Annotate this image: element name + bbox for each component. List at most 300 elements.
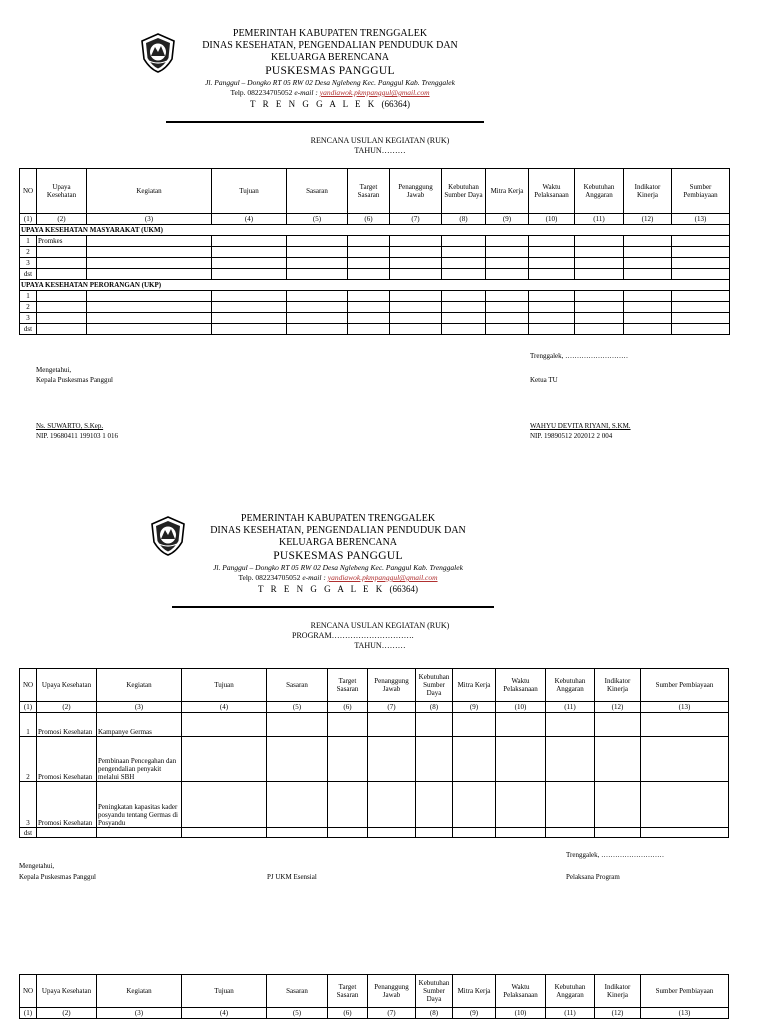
table-cell (496, 713, 546, 737)
form1-header-row (20, 169, 730, 214)
table-row (20, 828, 729, 838)
table-cell (641, 828, 729, 838)
form2-rows (20, 713, 729, 838)
colnum: (8) (416, 702, 453, 713)
table-cell (641, 782, 729, 828)
ukm-section-label: UPAYA KESEHATAN MASYARAKAT (UKM) (20, 225, 730, 236)
row-upaya (37, 258, 87, 269)
table-cell (416, 828, 453, 838)
kop-email-label: e-mail : (294, 88, 318, 97)
form2-header-row (20, 669, 729, 702)
hdr-pembiayaan: Sumber Pembiayaan (641, 669, 729, 702)
table-cell (212, 313, 287, 324)
table-cell (442, 247, 486, 258)
table-cell (486, 236, 529, 247)
table-row (20, 713, 729, 737)
ukm-section-row (20, 225, 730, 236)
colnum: (9) (453, 1008, 496, 1019)
table-cell (267, 828, 328, 838)
table-cell (672, 313, 730, 324)
table-cell (595, 713, 641, 737)
table-cell (595, 828, 641, 838)
table-row (20, 247, 730, 258)
colnum: (2) (37, 1008, 97, 1019)
colnum: (4) (212, 214, 287, 225)
colnum: (5) (267, 1008, 328, 1019)
row-no: 3 (20, 782, 37, 828)
table-cell (87, 236, 212, 247)
row-no: 2 (20, 737, 37, 782)
hdr-no: NO (20, 169, 37, 214)
colnum: (12) (624, 214, 672, 225)
hdr-no: NO (20, 975, 37, 1008)
table-cell (212, 291, 287, 302)
table-cell (328, 828, 368, 838)
table-cell (575, 313, 624, 324)
colnum: (6) (348, 214, 390, 225)
table-cell (529, 258, 575, 269)
row-no: dst (20, 324, 37, 335)
table-cell (287, 302, 348, 313)
hdr-kegiatan: Kegiatan (97, 975, 182, 1008)
hdr-sasaran: Sasaran (267, 669, 328, 702)
table-cell (390, 269, 442, 280)
table-cell (672, 302, 730, 313)
hdr-mitra: Mitra Kerja (453, 975, 496, 1008)
hdr-mitra: Mitra Kerja (453, 669, 496, 702)
kop-puskesmas-name: PUSKESMAS PANGGUL (265, 65, 395, 77)
table-cell (287, 269, 348, 280)
table-cell (348, 324, 390, 335)
colnum: (7) (368, 1008, 416, 1019)
colnum: (7) (368, 702, 416, 713)
ukp-section-label: UPAYA KESEHATAN PERORANGAN (UKP) (20, 280, 730, 291)
colnum: (6) (328, 702, 368, 713)
table-cell (328, 737, 368, 782)
colnum: (3) (97, 702, 182, 713)
form1-ketua-nip: NIP. 19890512 202012 2 004 (530, 432, 613, 440)
colnum: (11) (546, 702, 595, 713)
colnum: (6) (328, 1008, 368, 1019)
table-cell (87, 324, 212, 335)
hdr-upaya: Upaya Kesehatan (37, 169, 87, 214)
row-kegiatan: Pembinaan Pencegahan dan pengendalian penyakit melalui SBH (97, 737, 182, 782)
table-cell (368, 737, 416, 782)
kop-address: Jl. Panggul – Dongko RT 05 RW 02 Desa Nglebeng Kec. Panggul Kab. Trenggalek (205, 78, 455, 87)
table-cell (287, 236, 348, 247)
table-cell (486, 324, 529, 335)
kop-city-name: T R E N G G A L E K (249, 99, 377, 109)
table-cell (390, 313, 442, 324)
form2-table (19, 668, 729, 838)
row-no: 2 (20, 247, 37, 258)
table-cell (575, 291, 624, 302)
hdr-mitra: Mitra Kerja (486, 169, 529, 214)
kop-city (188, 583, 488, 595)
table-cell (348, 258, 390, 269)
hdr-target: Target Sasaran (348, 169, 390, 214)
table-cell (575, 269, 624, 280)
colnum: (4) (182, 702, 267, 713)
form1-mengetahui: Mengetahui, (36, 366, 72, 374)
colnum: (7) (390, 214, 442, 225)
row-no: 1 (20, 291, 37, 302)
row-upaya: Promosi Kesehatan (37, 737, 97, 782)
table-cell (368, 713, 416, 737)
table-cell (529, 324, 575, 335)
hdr-tujuan: Tujuan (182, 669, 267, 702)
table-cell (212, 236, 287, 247)
colnum: (2) (37, 702, 97, 713)
table-cell (87, 313, 212, 324)
colnum: (4) (182, 1008, 267, 1019)
table-cell (575, 324, 624, 335)
table-cell (486, 313, 529, 324)
hdr-no: NO (20, 669, 37, 702)
colnum: (10) (496, 1008, 546, 1019)
table-cell (287, 258, 348, 269)
table-cell (496, 782, 546, 828)
form2-program: PROGRAM…………………………. (292, 631, 414, 640)
table-cell (416, 713, 453, 737)
hdr-anggaran: Kebutuhan Anggaran (546, 669, 595, 702)
hdr-sumber-daya: Kebutuhan Sumber Daya (416, 669, 453, 702)
table-cell (641, 737, 729, 782)
kop-line-3: KELUARGA BERENCANA (270, 52, 390, 63)
table-row (20, 291, 730, 302)
form2-colnum-row (20, 702, 729, 713)
table-cell (442, 258, 486, 269)
table-cell (212, 247, 287, 258)
table-row (20, 313, 730, 324)
table-cell (390, 258, 442, 269)
table-cell (287, 324, 348, 335)
table-cell (672, 291, 730, 302)
table-cell (328, 713, 368, 737)
table-cell (486, 291, 529, 302)
table-cell (529, 313, 575, 324)
hdr-anggaran: Kebutuhan Anggaran (575, 169, 624, 214)
kop-line-1: PEMERINTAH KABUPATEN TRENGGALEK (240, 513, 436, 524)
table-cell (348, 313, 390, 324)
table-cell (212, 269, 287, 280)
table-cell (624, 313, 672, 324)
letterhead-rule-2 (172, 606, 494, 608)
colnum: (5) (287, 214, 348, 225)
row-no: 1 (20, 236, 37, 247)
hdr-waktu: Waktu Pelaksanaan (529, 169, 575, 214)
kop-city-name: T R E N G G A L E K (257, 584, 385, 594)
table-cell (529, 269, 575, 280)
colnum: (8) (442, 214, 486, 225)
hdr-target: Target Sasaran (328, 975, 368, 1008)
table-cell (390, 291, 442, 302)
table-cell (529, 247, 575, 258)
form1-ketua-name: WAHYU DEVITA RIYANI, S.KM. (530, 422, 631, 430)
table-cell (390, 247, 442, 258)
letterhead-2 (188, 513, 488, 595)
kop-line-3: KELUARGA BERENCANA (278, 537, 398, 548)
table-cell (672, 258, 730, 269)
form1-kepala-title: Kepala Puskesmas Panggul (36, 376, 113, 384)
table-cell (368, 782, 416, 828)
row-upaya (37, 269, 87, 280)
row-upaya: Promkes (37, 236, 87, 247)
table-cell (390, 236, 442, 247)
kop-postcode: (66364) (381, 99, 410, 109)
table-cell (37, 291, 87, 302)
table-cell (453, 737, 496, 782)
row-no: 1 (20, 713, 37, 737)
table-cell (529, 291, 575, 302)
row-no: 3 (20, 313, 37, 324)
table-row (20, 258, 730, 269)
table-cell (442, 302, 486, 313)
row-kegiatan: Peningkatan kapasitas kader posyandu tentang Germas di Posyandu (97, 782, 182, 828)
table-cell (486, 247, 529, 258)
kop-email[interactable]: yandiawok.pkmpanggul@gmail.com (327, 573, 438, 582)
form1-kepala-name: Ns. SUWARTO, S.Kep. (36, 422, 104, 430)
table-cell (486, 269, 529, 280)
hdr-target: Target Sasaran (328, 669, 368, 702)
colnum: (12) (595, 702, 641, 713)
form3-colnum-row (20, 1008, 729, 1019)
table-cell (453, 713, 496, 737)
table-cell (529, 236, 575, 247)
row-upaya: Promosi Kesehatan (37, 713, 97, 737)
row-no: 3 (20, 258, 37, 269)
table-cell (212, 324, 287, 335)
table-cell (624, 324, 672, 335)
kop-email-label: e-mail : (302, 573, 326, 582)
row-upaya (37, 828, 97, 838)
table-cell (267, 782, 328, 828)
form1-date: Trenggalek, ……………………… (530, 352, 629, 360)
hdr-kegiatan: Kegiatan (87, 169, 212, 214)
table-cell (442, 291, 486, 302)
table-cell (182, 713, 267, 737)
table-row (20, 324, 730, 335)
table-cell (348, 302, 390, 313)
table-cell (486, 258, 529, 269)
colnum: (9) (486, 214, 529, 225)
form2-mengetahui: Mengetahui, (19, 862, 55, 870)
table-row (20, 269, 730, 280)
table-cell (348, 291, 390, 302)
table-cell (624, 236, 672, 247)
form1-colnum-row (20, 214, 730, 225)
kop-line-1: PEMERINTAH KABUPATEN TRENGGALEK (232, 28, 428, 39)
table-cell (442, 236, 486, 247)
kop-phone: Telp. 082234705052 (230, 88, 293, 97)
letterhead-rule-1 (166, 121, 484, 123)
trenggalek-emblem-logo (140, 33, 176, 73)
hdr-upaya: Upaya Kesehatan (37, 669, 97, 702)
colnum: (13) (672, 214, 730, 225)
table-cell (575, 302, 624, 313)
trenggalek-emblem-logo (150, 516, 186, 556)
table-cell (182, 737, 267, 782)
hdr-upaya: Upaya Kesehatan (37, 975, 97, 1008)
table-row (20, 782, 729, 828)
kop-phone: Telp. 082234705052 (238, 573, 301, 582)
hdr-sasaran: Sasaran (287, 169, 348, 214)
row-no: 2 (20, 302, 37, 313)
form1-table (19, 168, 730, 335)
colnum: (8) (416, 1008, 453, 1019)
form1-tahun: TAHUN……… (354, 146, 406, 155)
hdr-pj: Penanggung Jawab (368, 975, 416, 1008)
form1-title: RENCANA USULAN KEGIATAN (RUK) (310, 136, 450, 145)
form1-kepala-nip: NIP. 19680411 199103 1 016 (36, 432, 118, 440)
form3-table (19, 974, 729, 1019)
hdr-kegiatan: Kegiatan (97, 669, 182, 702)
hdr-sumber-daya: Kebutuhan Sumber Daya (416, 975, 453, 1008)
colnum: (2) (37, 214, 87, 225)
colnum: (13) (641, 1008, 729, 1019)
colnum: (1) (20, 214, 37, 225)
kop-contact (188, 573, 488, 583)
table-cell (453, 828, 496, 838)
table-cell (575, 258, 624, 269)
table-cell (182, 828, 267, 838)
table-cell (287, 291, 348, 302)
table-cell (390, 302, 442, 313)
table-cell (267, 713, 328, 737)
table-cell (546, 782, 595, 828)
table-cell (546, 828, 595, 838)
table-cell (442, 324, 486, 335)
table-cell (624, 269, 672, 280)
hdr-tujuan: Tujuan (182, 975, 267, 1008)
table-cell (390, 324, 442, 335)
table-cell (442, 313, 486, 324)
kop-line-2: DINAS KESEHATAN, PENGENDALIAN PENDUDUK DAN (210, 525, 466, 536)
ukm-rows (20, 236, 730, 280)
hdr-waktu: Waktu Pelaksanaan (496, 669, 546, 702)
table-row (20, 302, 730, 313)
table-cell (595, 737, 641, 782)
table-cell (453, 782, 496, 828)
letterhead-1 (180, 28, 480, 110)
table-cell (287, 247, 348, 258)
ukp-section-row (20, 280, 730, 291)
row-kegiatan (97, 828, 182, 838)
table-cell (267, 737, 328, 782)
row-no: dst (20, 269, 37, 280)
table-cell (486, 302, 529, 313)
colnum: (10) (496, 702, 546, 713)
kop-city (180, 98, 480, 110)
hdr-sasaran: Sasaran (267, 975, 328, 1008)
table-cell (348, 247, 390, 258)
form1-title-block (250, 136, 510, 156)
hdr-indikator: Indikator Kinerja (624, 169, 672, 214)
table-cell (529, 302, 575, 313)
table-cell (87, 258, 212, 269)
form2-title-block (240, 621, 520, 651)
colnum: (5) (267, 702, 328, 713)
kop-address: Jl. Panggul – Dongko RT 05 RW 02 Desa Nglebeng Kec. Panggul Kab. Trenggalek (213, 563, 463, 572)
form2-pelaksana-title: Pelaksana Program (566, 873, 620, 881)
colnum: (11) (546, 1008, 595, 1019)
table-cell (624, 291, 672, 302)
table-cell (672, 269, 730, 280)
table-cell (624, 302, 672, 313)
hdr-pembiayaan: Sumber Pembiayaan (672, 169, 730, 214)
table-cell (37, 313, 87, 324)
table-cell (624, 258, 672, 269)
form3-header-row (20, 975, 729, 1008)
colnum: (1) (20, 702, 37, 713)
table-cell (416, 737, 453, 782)
table-cell (624, 247, 672, 258)
table-cell (595, 782, 641, 828)
kop-postcode: (66364) (389, 584, 418, 594)
ukp-rows (20, 291, 730, 335)
table-cell (368, 828, 416, 838)
colnum: (3) (97, 1008, 182, 1019)
table-cell (87, 269, 212, 280)
table-cell (416, 782, 453, 828)
form2-date: Trenggalek, ……………………… (566, 851, 665, 859)
table-cell (348, 236, 390, 247)
kop-email[interactable]: yandiawok.pkmpanggul@gmail.com (319, 88, 430, 97)
table-cell (496, 828, 546, 838)
hdr-pembiayaan: Sumber Pembiayaan (641, 975, 729, 1008)
table-cell (672, 324, 730, 335)
kop-puskesmas-name: PUSKESMAS PANGGUL (273, 550, 403, 562)
colnum: (13) (641, 702, 729, 713)
row-kegiatan: Kampanye Germas (97, 713, 182, 737)
form2-title: RENCANA USULAN KEGIATAN (RUK) (310, 621, 450, 630)
table-cell (287, 313, 348, 324)
hdr-sumber-daya: Kebutuhan Sumber Daya (442, 169, 486, 214)
table-cell (672, 236, 730, 247)
hdr-anggaran: Kebutuhan Anggaran (546, 975, 595, 1008)
table-cell (87, 302, 212, 313)
kop-line-2: DINAS KESEHATAN, PENGENDALIAN PENDUDUK DAN (202, 40, 458, 51)
table-cell (328, 782, 368, 828)
row-upaya: Promosi Kesehatan (37, 782, 97, 828)
table-cell (212, 258, 287, 269)
table-cell (672, 247, 730, 258)
table-row (20, 737, 729, 782)
table-cell (212, 302, 287, 313)
colnum: (10) (529, 214, 575, 225)
hdr-pj: Penanggung Jawab (368, 669, 416, 702)
hdr-indikator: Indikator Kinerja (595, 975, 641, 1008)
table-cell (546, 713, 595, 737)
colnum: (3) (87, 214, 212, 225)
form2-kepala-title: Kepala Puskesmas Panggul (19, 873, 96, 881)
table-cell (575, 236, 624, 247)
form1-ketua-title: Ketua TU (530, 376, 558, 384)
table-cell (87, 247, 212, 258)
table-cell (546, 737, 595, 782)
table-cell (641, 713, 729, 737)
table-cell (37, 324, 87, 335)
form2-tahun: TAHUN……… (354, 641, 406, 650)
hdr-waktu: Waktu Pelaksanaan (496, 975, 546, 1008)
kop-contact (180, 88, 480, 98)
table-cell (37, 302, 87, 313)
hdr-tujuan: Tujuan (212, 169, 287, 214)
table-cell (575, 247, 624, 258)
table-row (20, 236, 730, 247)
colnum: (9) (453, 702, 496, 713)
colnum: (1) (20, 1008, 37, 1019)
